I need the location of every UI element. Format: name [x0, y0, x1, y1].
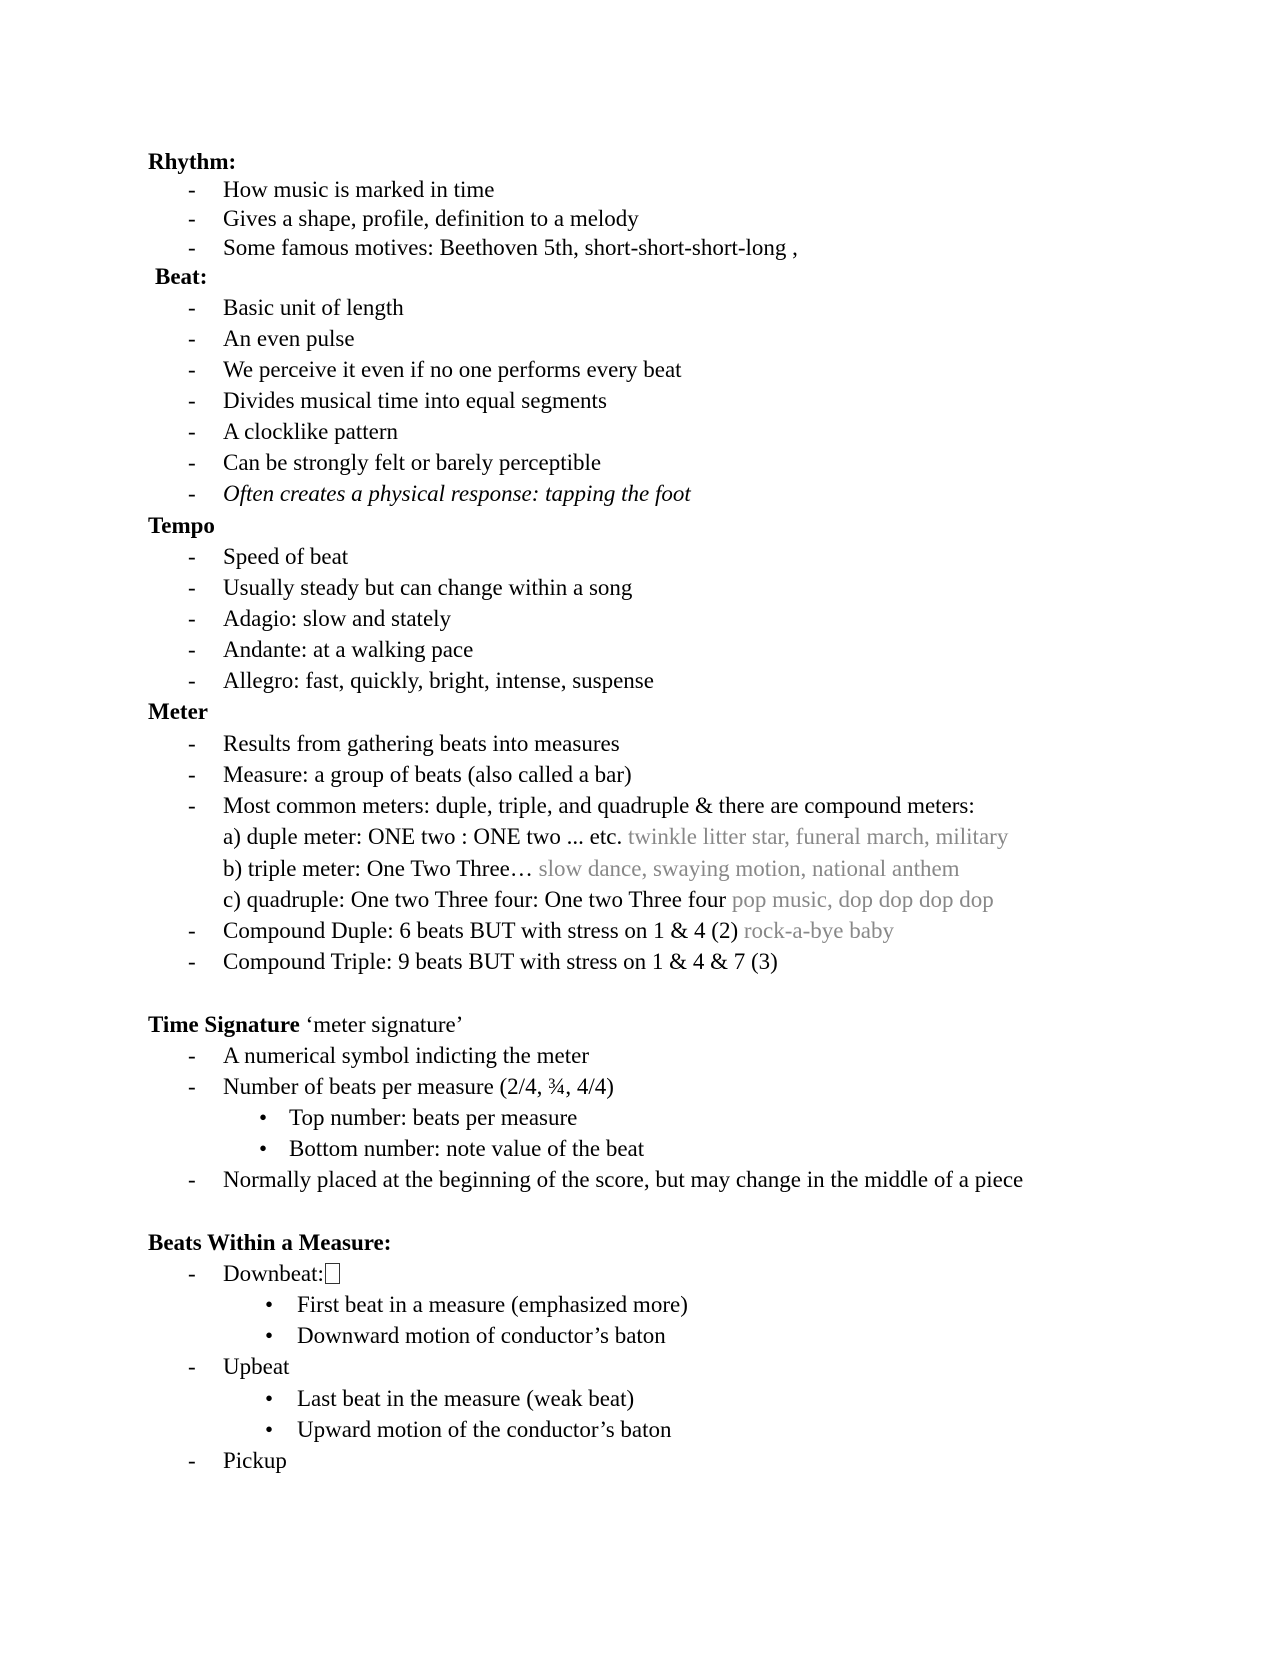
meter-example: pop music, dop dop dop dop — [731, 887, 994, 912]
meter-example: twinkle litter star, funeral march, military — [627, 824, 1009, 849]
meter-sub-item: c) quadruple: One two Three four: One two Three four pop music, dop dop dop dop — [223, 887, 994, 912]
beat-heading: Beat: — [155, 264, 208, 289]
tempo-heading: Tempo — [148, 513, 215, 538]
meter-sub-item: b) triple meter: One Two Three… slow dance, swaying motion, national anthem — [223, 856, 960, 881]
meter-example: rock-a-bye baby — [743, 918, 894, 943]
beats-within-heading: Beats Within a Measure: — [148, 1230, 392, 1255]
meter-heading: Meter — [148, 699, 208, 724]
time-signature-heading: Time Signature ‘meter signature’ — [148, 1012, 464, 1037]
meter-example: slow dance, swaying motion, national anthem — [538, 856, 960, 881]
meter-sub-item: a) duple meter: ONE two : ONE two ... etc. twinkle litter star, funeral march, military — [223, 824, 1009, 849]
document-page: Rhythm: - How music is marked in time - Gives a shape, profile, definition to a melody - Some famous motives: Beethoven 5th, short-short-short-long , Beat: - Basic unit of length - An even pulse - We perceive it even if no one performs every beat - Divides musical time into equal segments - A clocklike pattern - Can be strongly felt or barely perceptible - Often creates a physical response: tapping the foot Tempo - Speed of beat - Usually steady but can change within a song - Adagio: slow and stately - Andante: at a walking pace - Allegro: fast, quickly, bright, intense, suspense Meter - Results from gathering beats into measures - Measure: a group of beats (also called a bar) - Most common meters: duple, triple, and quadruple & there are compound meters: a) duple meter: ONE two : ONE two ... etc. twinkle litter star, funeral march, military b) triple meter: One Two Three… slow dance, swaying motion, national anthem c) quadruple: One two Three four: One two Three four pop music, dop dop dop dop - Compound Duple: 6 beats BUT with stress on 1 & 4 (2) rock-a-bye baby - Compound Triple: 9 beats BUT with stress on 1 & 4 & 7 (3) Time Signature ‘meter signature’ - A numerical symbol indicting the meter - Number of beats per measure (2/4, ¾, 4/4) • Top number: beats per measure • Bottom number: note value of the beat - Normally placed at the beginning of the score, but may change in the middle of a piece Beats Within a Measure: - Downbeat: • First beat in a measure (emphasized more) • Downward motion of conductor’s baton - Upbeat • Last beat in the measure (weak beat) • Upward motion of the conductor’s baton - Pickup — [148, 149, 1024, 1473]
rhythm-heading: Rhythm: — [148, 149, 237, 174]
missing-glyph-icon — [325, 1263, 340, 1284]
